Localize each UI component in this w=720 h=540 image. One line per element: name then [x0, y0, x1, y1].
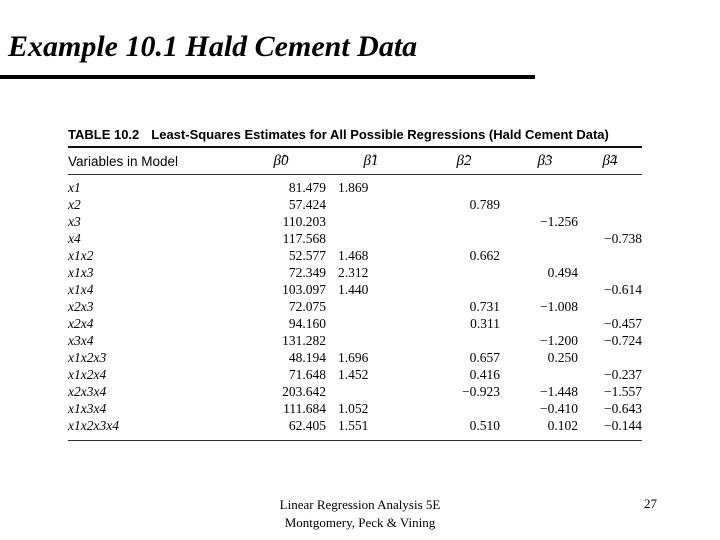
- cell-variables: x2x3x4: [68, 383, 107, 399]
- cell-variables: x1x2: [68, 247, 94, 263]
- table-row: [68, 264, 642, 281]
- column-header-beta4: β̂4: [602, 152, 618, 169]
- cell-beta1: 1.468: [338, 247, 369, 263]
- cell-beta1: 1.052: [338, 400, 369, 416]
- cell-beta0: 72.075: [288, 298, 326, 314]
- cell-beta3: 0.102: [547, 417, 578, 433]
- cell-beta4: −0.614: [604, 281, 642, 297]
- table-row: [68, 332, 642, 349]
- cell-variables: x3x4: [68, 332, 94, 348]
- footer-citation: [250, 496, 470, 532]
- table-row: [68, 366, 642, 383]
- cell-beta4: −1.557: [604, 383, 642, 399]
- page-number: 27: [644, 496, 657, 511]
- table-caption-text: Least-Squares Estimates for All Possible Regressions (Hald Cement Data): [151, 127, 609, 142]
- footer-book-title: Linear Regression Analysis 5E: [279, 497, 441, 512]
- slide-title: Example 10.1 Hald Cement Data: [8, 30, 418, 63]
- cell-beta1: 1.440: [338, 281, 369, 297]
- cell-variables: x2x3: [68, 298, 94, 314]
- table-row: [68, 247, 642, 264]
- cell-beta3: 0.494: [547, 264, 578, 280]
- cell-beta1: 1.452: [338, 366, 369, 382]
- table-row: [68, 281, 642, 298]
- table-row: [68, 417, 642, 434]
- cell-beta0: 71.648: [288, 366, 326, 382]
- cell-variables: x3: [68, 213, 81, 229]
- cell-beta0: 72.349: [288, 264, 326, 280]
- cell-beta0: 62.405: [288, 417, 326, 433]
- cell-beta0: 103.097: [282, 281, 326, 297]
- cell-beta0: 81.479: [288, 179, 326, 195]
- cell-beta4: −0.738: [604, 230, 642, 246]
- cell-beta3: 0.250: [547, 349, 578, 365]
- table-bottom-rule: [68, 440, 642, 441]
- column-header-beta3: β̂3: [537, 152, 553, 169]
- title-underline: [0, 75, 535, 79]
- cell-beta0: 57.424: [288, 196, 326, 212]
- cell-variables: x1x4: [68, 281, 94, 297]
- cell-beta2: 0.789: [469, 196, 500, 212]
- table-row: [68, 196, 642, 213]
- cell-variables: x1x2x3: [68, 349, 107, 365]
- cell-beta1: 2.312: [338, 264, 369, 280]
- cell-variables: x1x3x4: [68, 400, 107, 416]
- cell-beta3: −0.410: [540, 400, 578, 416]
- column-header-beta2: β̂2: [456, 152, 472, 169]
- table-row: [68, 179, 642, 196]
- table-row: [68, 349, 642, 366]
- cell-beta4: −0.724: [604, 332, 642, 348]
- cell-beta0: 110.203: [282, 213, 326, 229]
- table-caption-label: TABLE 10.2: [68, 127, 140, 142]
- cell-beta3: −1.448: [540, 383, 578, 399]
- table-header-row: [68, 148, 642, 174]
- cell-variables: x4: [68, 230, 81, 246]
- regression-table: [68, 124, 642, 441]
- table-row: [68, 400, 642, 417]
- cell-beta4: −0.237: [604, 366, 642, 382]
- cell-beta1: 1.696: [338, 349, 369, 365]
- cell-beta1: 1.551: [338, 417, 369, 433]
- cell-variables: x1x2x4: [68, 366, 107, 382]
- table-row: [68, 230, 642, 247]
- table-row: [68, 213, 642, 230]
- cell-variables: x2x4: [68, 315, 94, 331]
- column-header-beta1: β̂1: [363, 152, 379, 169]
- column-header-variables: Variables in Model: [68, 153, 179, 169]
- cell-variables: x1x2x3x4: [68, 417, 119, 433]
- cell-beta2: 0.510: [469, 417, 500, 433]
- cell-beta0: 203.642: [282, 383, 326, 399]
- cell-beta4: −0.457: [604, 315, 642, 331]
- cell-beta0: 94.160: [288, 315, 326, 331]
- cell-beta2: 0.311: [470, 315, 500, 331]
- cell-beta2: 0.416: [469, 366, 500, 382]
- footer-authors: Montgomery, Peck & Vining: [284, 515, 436, 530]
- table-caption: [68, 124, 642, 146]
- table-row: [68, 298, 642, 315]
- column-header-beta0: β̂0: [273, 152, 289, 169]
- cell-beta2: −0.923: [462, 383, 500, 399]
- cell-variables: x1: [68, 179, 81, 195]
- cell-variables: x1x3: [68, 264, 94, 280]
- cell-beta2: 0.657: [469, 349, 500, 365]
- cell-beta2: 0.662: [469, 247, 500, 263]
- table-row: [68, 383, 642, 400]
- table-row: [68, 315, 642, 332]
- cell-beta0: 117.568: [282, 230, 326, 246]
- cell-beta3: −1.256: [540, 213, 578, 229]
- cell-beta0: 48.194: [288, 349, 326, 365]
- cell-beta2: 0.731: [469, 298, 500, 314]
- cell-beta4: −0.144: [604, 417, 642, 433]
- cell-beta1: 1.869: [338, 179, 369, 195]
- cell-beta3: −1.200: [540, 332, 578, 348]
- cell-beta3: −1.008: [540, 298, 578, 314]
- cell-variables: x2: [68, 196, 81, 212]
- cell-beta4: −0.643: [604, 400, 642, 416]
- cell-beta0: 111.684: [283, 400, 326, 416]
- cell-beta0: 131.282: [282, 332, 326, 348]
- table-body: [68, 175, 642, 434]
- cell-beta0: 52.577: [288, 247, 326, 263]
